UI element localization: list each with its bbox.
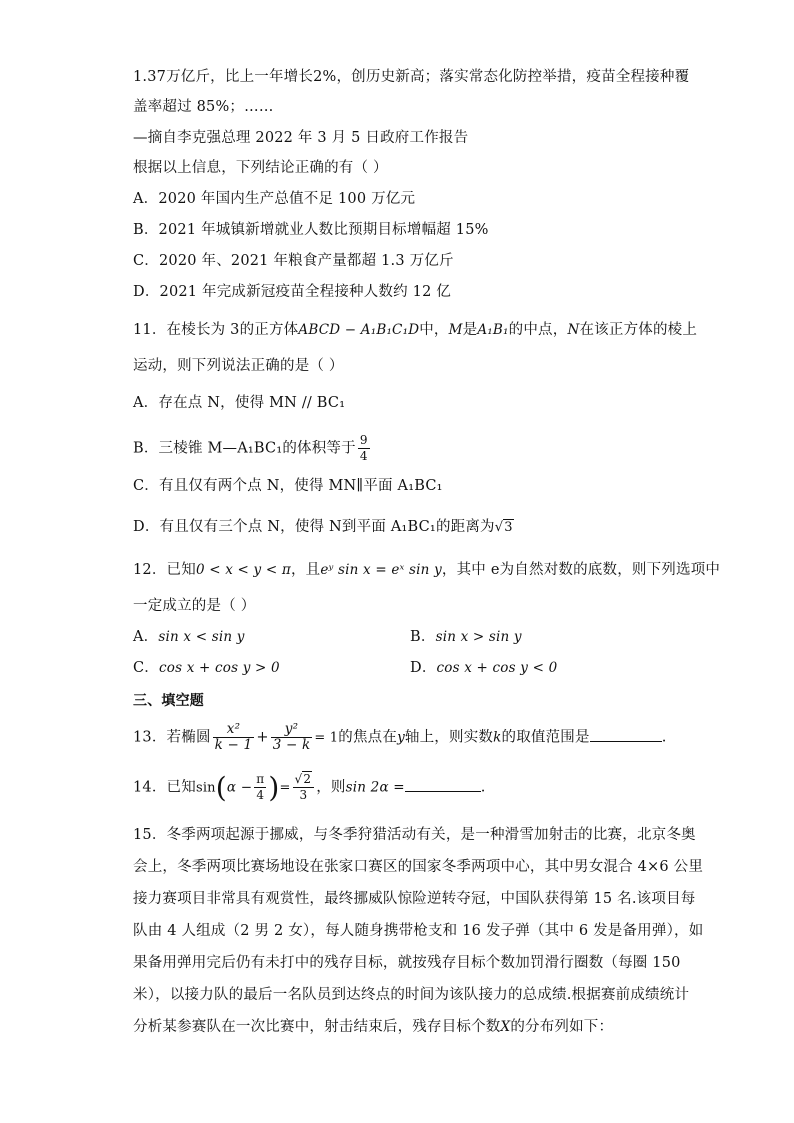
- q13-answer-blank[interactable]: [590, 727, 662, 742]
- left-paren-icon: (: [215, 770, 227, 804]
- fraction-numerator: [293, 772, 315, 788]
- q10-option-d: D．2021 年完成新冠疫苗全程接种人数约 12 亿: [133, 284, 452, 300]
- q13-end: .: [661, 729, 667, 746]
- q11-option-b-text: B．三棱锥 M—A₁BC₁的体积等于: [133, 440, 356, 457]
- q14-stem-a: 14．已知: [133, 779, 196, 796]
- q11-point-m: M: [448, 322, 463, 338]
- q14-stem: [133, 772, 486, 803]
- q14-alpha-minus: α −: [226, 779, 253, 796]
- fraction-numerator: y²: [271, 722, 313, 738]
- q15-line-4: 队由 4 人组成（2 男 2 女），每人随身携带枪支和 16 发子弹（其中 6 发是备用弹），如: [133, 923, 704, 939]
- intro-line-1: 1.37万亿斤，比上一年增长2%，创历史新高；落实常态化防控举措，疫苗全程接种覆: [133, 69, 690, 85]
- sqrt-sign-icon: √: [294, 772, 303, 786]
- q12-options-row-2: [133, 658, 558, 678]
- q11-point-n: N: [567, 322, 580, 338]
- q11-option-b-fraction: [358, 433, 370, 464]
- right-paren-icon: ): [268, 770, 280, 804]
- q15-var-x: X: [500, 1019, 511, 1035]
- q11-cube: ABCD − A₁B₁C₁D: [298, 322, 420, 338]
- q12-option-a-label: A．: [133, 629, 159, 645]
- q12-stem-c: ，其中 e为自然对数的底数，则下列选项中: [441, 562, 721, 578]
- q13-fraction-2: [271, 722, 313, 753]
- q12-option-b: sin x > sin y: [435, 629, 522, 645]
- q11-option-c: C．有且仅有两个点 N，使得 MN∥平面 A₁BC₁: [133, 478, 443, 494]
- section-heading-fill-in: 三、填空题: [133, 693, 204, 709]
- q13-stem-c: 轴上，则实数: [404, 729, 494, 746]
- q14-stem-b: ，则: [316, 779, 346, 796]
- q14-fraction-pi-4: [254, 772, 266, 803]
- q13-equals-one: = 1: [314, 730, 339, 746]
- q11-stem-d: 的中点，: [508, 322, 568, 338]
- q12-option-c: cos x + cos y > 0: [159, 660, 280, 676]
- q12-stem-line-2: 一定成立的是（ ）: [133, 598, 256, 614]
- q14-end: .: [480, 779, 486, 796]
- q12-condition: 0 < x < y < π: [195, 562, 291, 578]
- q15-line-7-b: 的分布列如下：: [510, 1019, 614, 1035]
- q11-option-d-text: D．有且仅有三个点 N，使得 N到平面 A₁BC₁的距离为: [133, 519, 495, 535]
- q12-stem-line-1: [133, 560, 720, 580]
- intro-source: —摘自李克强总理 2022 年 3 月 5 日政府工作报告: [133, 130, 469, 146]
- q12-option-c-label: C．: [133, 660, 159, 676]
- q15-line-2: 会上，冬季两项比赛场地设在张家口赛区的国家冬季两项中心，其中男女混合 4×6 公里: [133, 859, 704, 875]
- q13-var-k: k: [493, 729, 502, 746]
- q15-line-5: 果备用弹用完后仍有未打中的残存目标，就按残存目标个数加罚滑行圈数（每圈 150: [133, 955, 681, 971]
- q13-stem-d: 的取值范围是: [501, 729, 590, 746]
- q11-segment-a1b1: A₁B₁: [477, 322, 509, 338]
- q12-options-row-1: [133, 627, 522, 647]
- fraction-denominator: k − 1: [214, 737, 253, 753]
- intro-line-2: 盖率超过 85%；……: [133, 99, 274, 115]
- q10-question: 根据以上信息，下列结论正确的有（ ）: [133, 160, 388, 176]
- q12-option-d-label: D．: [410, 660, 437, 676]
- fraction-denominator: 3 − k: [272, 737, 311, 753]
- q12-stem-a: 12．已知: [133, 562, 196, 578]
- q11-stem-a: 11．在棱长为 3的正方体: [133, 322, 299, 338]
- q11-stem-b: 中，: [419, 322, 449, 338]
- radicand: 2: [303, 772, 312, 786]
- fraction-numerator: 9: [359, 433, 368, 447]
- q12-equation: eʸ sin x = eˣ sin y: [320, 562, 442, 578]
- q13-var-y: y: [397, 729, 405, 746]
- q15-line-3: 接力赛项目非常具有观赏性，最终挪威队惊险逆转夺冠，中国队获得第 15 名.该项目每: [133, 891, 696, 907]
- q14-answer-blank[interactable]: [405, 777, 481, 792]
- fraction-denominator: 3: [299, 788, 308, 802]
- q13-fraction-1: [213, 722, 255, 753]
- q11-stem-line-2: 运动，则下列说法正确的是（ ）: [133, 358, 344, 374]
- q15-line-1: 15．冬季两项起源于挪威，与冬季狩猎活动有关，是一种滑雪加射击的比赛，北京冬奥: [133, 827, 696, 843]
- q15-line-7: [133, 1017, 613, 1037]
- q11-stem-e: 在该正方体的棱上: [579, 322, 698, 338]
- q12-option-d-wrap: [410, 658, 557, 678]
- q12-option-b-wrap: [410, 627, 522, 647]
- fraction-denominator: 4: [359, 449, 368, 463]
- q13-plus: +: [256, 729, 269, 746]
- q14-equals: =: [279, 780, 291, 796]
- q10-option-a: A．2020 年国内生产总值不足 100 万亿元: [133, 191, 416, 207]
- q12-option-d: cos x + cos y < 0: [436, 660, 558, 676]
- q11-stem-c: 是: [462, 322, 478, 338]
- q11-stem-line-1: [133, 320, 697, 340]
- q11-option-d: [133, 517, 514, 538]
- q14-fraction-root2-3: [293, 772, 315, 803]
- fraction-numerator: x²: [213, 722, 255, 738]
- fraction-numerator: π: [256, 772, 265, 786]
- fraction-denominator: 4: [256, 788, 265, 802]
- q11-option-d-radicand: 3: [504, 520, 513, 535]
- q13-stem-b: 的焦点在: [338, 729, 398, 746]
- q13-stem-a: 13．若椭圆: [133, 729, 211, 746]
- q10-option-c: C．2020 年、2021 年粮食产量都超 1.3 万亿斤: [133, 253, 454, 269]
- sqrt-sign-icon: √: [494, 520, 504, 535]
- q12-option-b-label: B．: [410, 629, 436, 645]
- q14-sin: sin: [195, 780, 216, 796]
- q15-line-7-a: 分析某参赛队在一次比赛中，射击结束后，残存目标个数: [133, 1019, 501, 1035]
- q11-option-b: [133, 433, 372, 464]
- q12-option-a: sin x < sin y: [158, 629, 245, 645]
- q10-option-b: B．2021 年城镇新增就业人数比预期目标增幅超 15%: [133, 222, 489, 238]
- q13-stem: [133, 722, 667, 753]
- q12-stem-b: ，且: [290, 562, 321, 578]
- q15-line-6: 米），以接力队的最后一名队员到达终点的时间为该队接力的总成绩.根据赛前成绩统计: [133, 987, 690, 1003]
- q14-sin2a: sin 2α =: [345, 779, 405, 796]
- q11-option-a: A．存在点 N，使得 MN // BC₁: [133, 395, 346, 411]
